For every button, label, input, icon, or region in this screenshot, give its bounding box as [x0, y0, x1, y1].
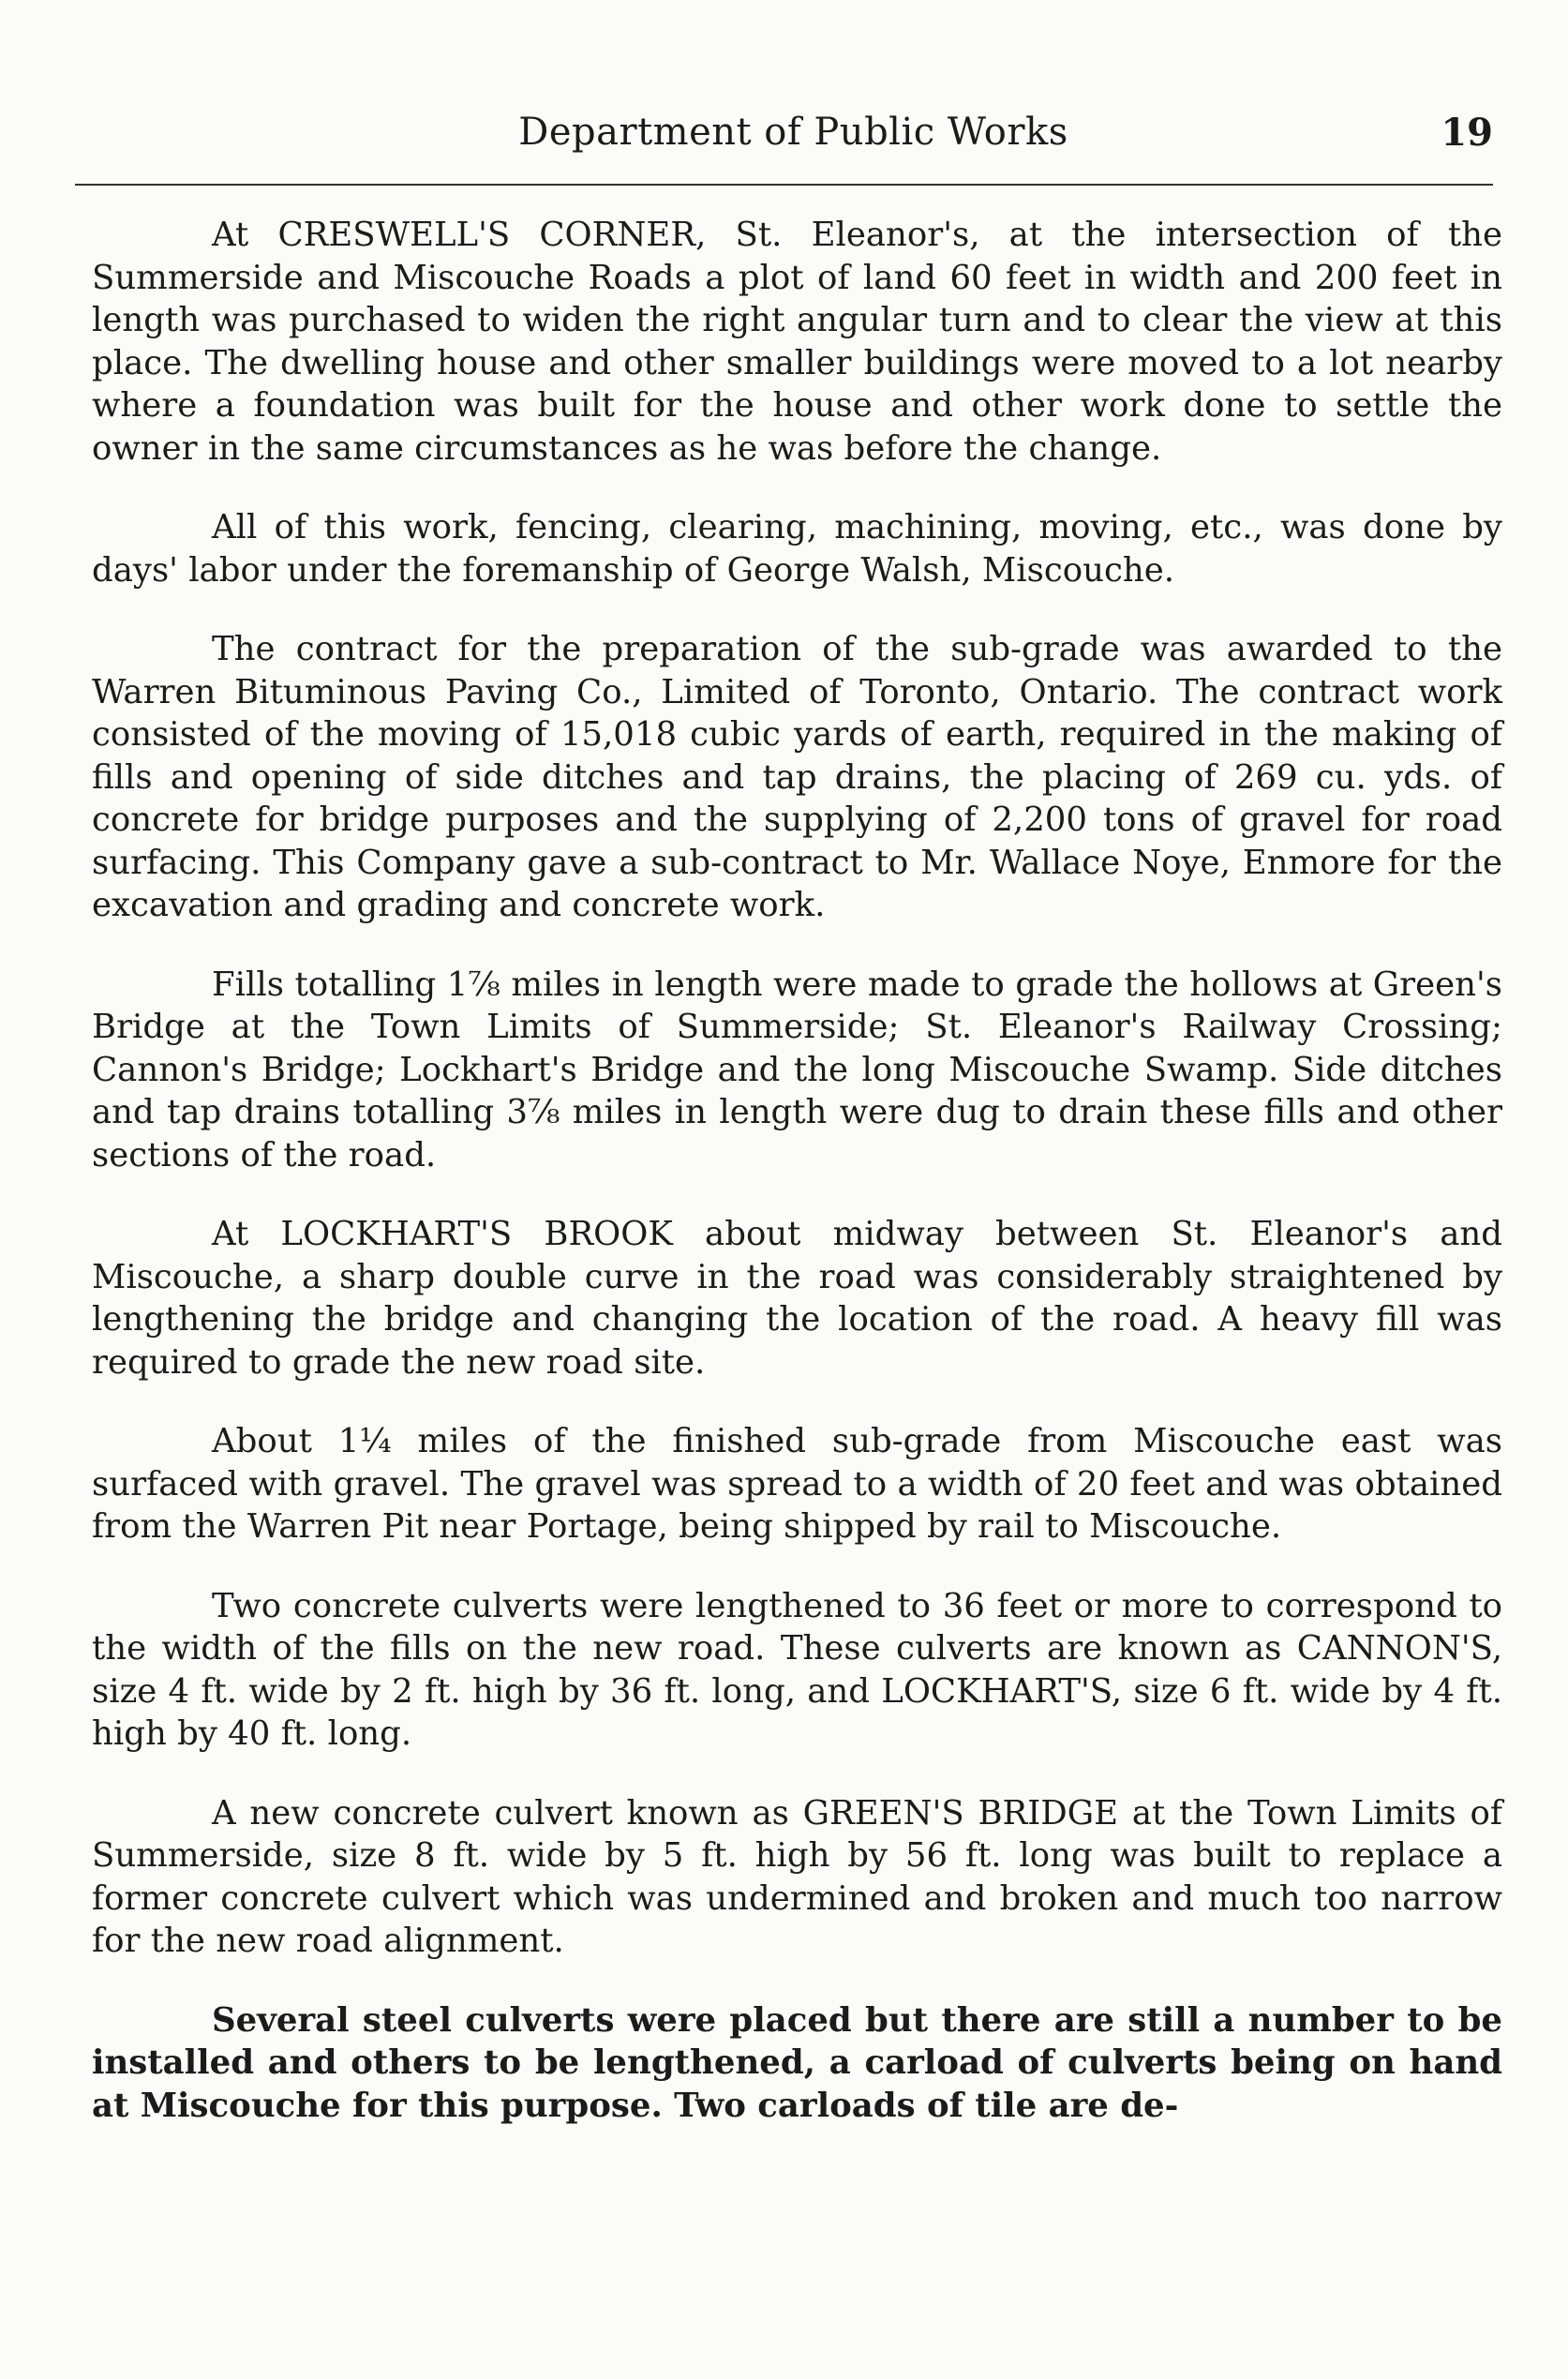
paragraph-steel-culverts: Several steel culverts were placed but there are still a number to be installed and others to be lengthened, a carload of culverts being on hand at Miscouche for this purpose. Two carloads of tile are de-	[92, 2000, 1502, 2125]
page-number: 19	[1441, 111, 1493, 155]
paragraph-lockharts-brook: At LOCKHART'S BROOK about midway between St. Eleanor's and Miscouche, a sharp double curve in the road was considerably straightened by lengthening the bridge and changing the location of the road. A heavy fill was required to grade the new road site.	[92, 1215, 1502, 1382]
paragraph-creswells-corner: At CRESWELL'S CORNER, St. Eleanor's, at the intersection of the Summerside and Miscouche Roads a plot of land 60 feet in width and 200 feet in length was purchased to widen the right angular turn and to clear the view at this place. The dwelling house and other smaller buildings were moved to a lot nearby where a foundation was built for the house and other work done to settle the owner in the same circumstances as he was before the change.	[92, 216, 1502, 468]
paragraph-contract: The contract for the preparation of the sub-grade was awarded to the Warren Bituminous Paving Co., Limited of Toronto, Ontario. The contract work consisted of the moving of 15,018 cubic yards of earth, required in the making of fills and opening of side ditches and tap drains, the placing of 269 cu. yds. of concrete for bridge purposes and the supplying of 2,200 tons of gravel for road surfacing. This Company gave a sub-contract to Mr. Wallace Noye, Enmore for the excavation and grading and concrete work.	[92, 630, 1502, 924]
body-text	[92, 214, 1502, 2163]
running-title: Department of Public Works	[518, 111, 1068, 154]
paragraph-days-labor: All of this work, fencing, clearing, machining, moving, etc., was done by days' labor under the foremanship of George Walsh, Miscouche.	[92, 508, 1502, 590]
paragraph-gravel-surfacing: About 1¼ miles of the finished sub-grade from Miscouche east was surfaced with gravel. The gravel was spread to a width of 20 feet and was obtained from the Warren Pit near Portage, being shipped by rail to Miscouche.	[92, 1422, 1502, 1546]
page-header	[94, 111, 1493, 186]
paragraph-greens-bridge: A new concrete culvert known as GREEN'S BRIDGE at the Town Limits of Summerside, size 8 ft. wide by 5 ft. high by 56 ft. long was built to replace a former concrete culvert which was undermined and broken and much too narrow for the new road alignment.	[92, 1793, 1502, 1960]
paragraph-culverts-lengthened: Two concrete culverts were lengthened to 36 feet or more to correspond to the width of the fills on the new road. These culverts are known as CANNON'S, size 4 ft. wide by 2 ft. high by 36 ft. long, and LOCKHART'S, size 6 ft. wide by 4 ft. high by 40 ft. long.	[92, 1586, 1502, 1753]
paragraph-fills: Fills totalling 1⅞ miles in length were made to grade the hollows at Green's Bridge at the Town Limits of Summerside; St. Eleanor's Railway Crossing; Cannon's Bridge; Lockhart's Bridge and the long Miscouche Swamp. Side ditches and tap drains totalling 3⅞ miles in length were dug to drain these fills and other sections of the road.	[92, 965, 1502, 1175]
header-rule	[75, 184, 1493, 186]
